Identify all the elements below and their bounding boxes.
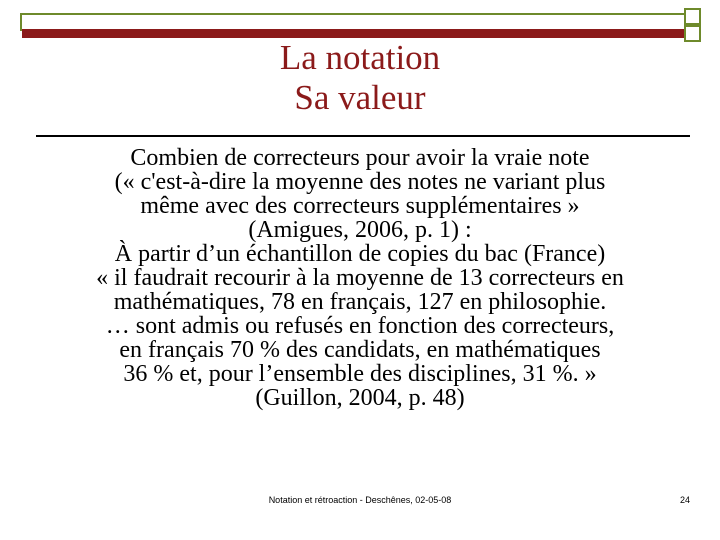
- body-line: en français 70 % des candidats, en mathématiques: [119, 337, 601, 363]
- body-line: Combien de correcteurs pour avoir la vraie note: [130, 145, 590, 171]
- decorative-square-top: [684, 8, 701, 25]
- title-divider: [36, 135, 690, 137]
- body-line: mathématiques, 78 en français, 127 en philosophie.: [113, 289, 607, 315]
- body-line: À partir d’un échantillon de copies du bac (France): [114, 241, 606, 267]
- title-line-1: La notation: [279, 38, 441, 77]
- slide-footer: Notation et rétroaction - Deschênes, 02-05-08: [268, 495, 452, 505]
- body-line: 36 % et, pour l’ensemble des disciplines, 31 %. »: [123, 361, 597, 387]
- title-band-bar: [22, 29, 688, 38]
- body-line: (« c'est-à-dire la moyenne des notes ne variant plus: [114, 169, 606, 195]
- body-line: (Amigues, 2006, p. 1) :: [248, 217, 472, 243]
- page-number: 24: [679, 495, 690, 505]
- slide-title: [0, 38, 720, 118]
- body-line: (Guillon, 2004, p. 48): [255, 385, 465, 411]
- body-line: « il faudrait recourir à la moyenne de 13 correcteurs en: [96, 265, 624, 291]
- slide-body: [40, 146, 680, 410]
- title-line-2: Sa valeur: [294, 78, 426, 117]
- body-line: même avec des correcteurs supplémentaires »: [140, 193, 580, 219]
- body-line: … sont admis ou refusés en fonction des correcteurs,: [105, 313, 615, 339]
